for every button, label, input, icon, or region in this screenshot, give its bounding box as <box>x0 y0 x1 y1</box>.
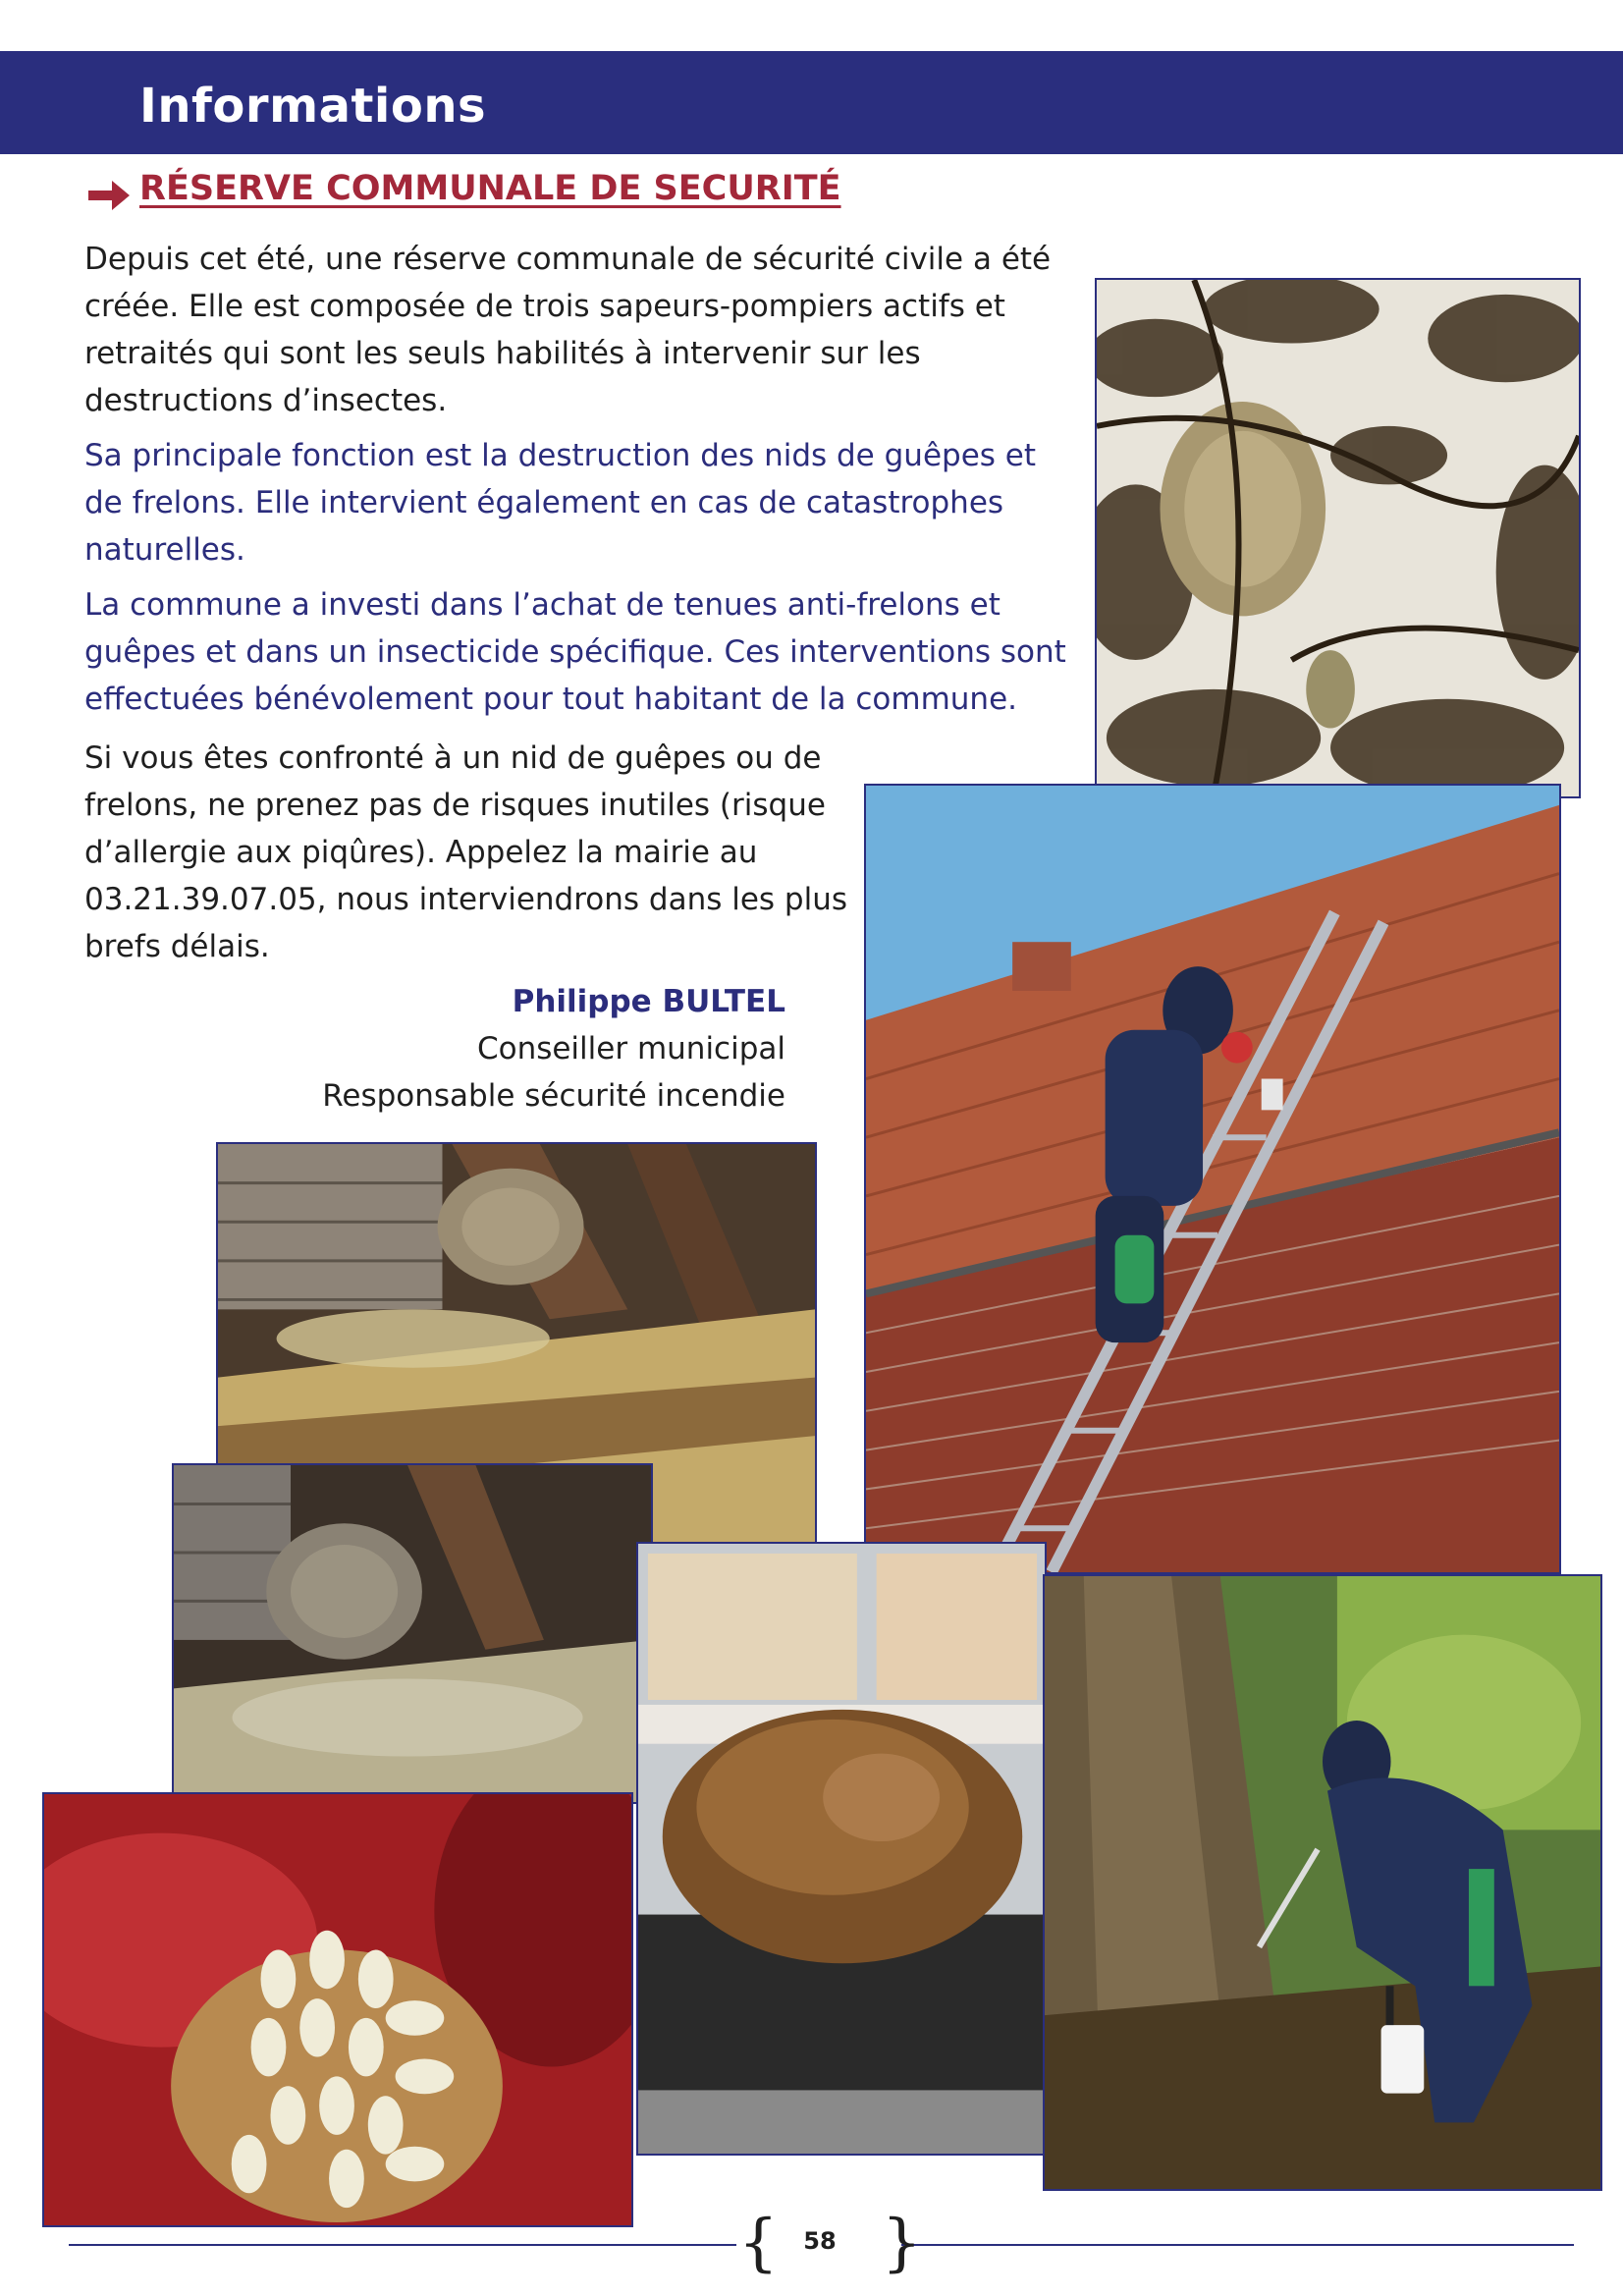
arrow-right-icon <box>86 177 132 214</box>
signature-role-secondary: Responsable sécurité incendie <box>322 1078 785 1114</box>
section-title: RÉSERVE COMMUNALE DE SECURITÉ <box>139 169 841 208</box>
paragraph-contact: Si vous êtes confronté à un nid de guêpes ou de frelons, ne prenez pas de risques inutiles (risque d’allergie aux piqûres). Appelez la mairie au 03.21.39.07.05, nous interviendrons dans les plus brefs délais. <box>84 740 847 964</box>
footer-rule-right <box>901 2244 1574 2246</box>
photo-nest-in-tree <box>1095 278 1581 798</box>
photo-nest-on-table <box>636 1542 1047 2156</box>
photo-attic-nest-closeup <box>172 1463 653 1804</box>
signature-name: Philippe BULTEL <box>512 984 785 1019</box>
paragraph-investment: La commune a investi dans l’achat de tenues anti-frelons et guêpes et dans un insecticide spécifique. Ces interventions sont effectuées bénévolement pour tout habitant de la commune. <box>84 587 1066 717</box>
photo-forest-intervention <box>1043 1574 1602 2191</box>
photo-ladder-intervention <box>864 784 1561 1574</box>
paragraph-function: Sa principale fonction est la destruction des nids de guêpes et de frelons. Elle intervient également en cas de catastrophes naturelles. <box>84 438 1036 568</box>
page-title: Informations <box>139 79 487 134</box>
page-number: 58 <box>803 2227 837 2255</box>
signature-role: Conseiller municipal <box>476 1031 785 1066</box>
footer-rule-left <box>69 2244 736 2246</box>
footer-brace-right: } <box>882 2207 922 2279</box>
photo-larvae <box>42 1792 633 2227</box>
paragraph-intro: Depuis cet été, une réserve communale de sécurité civile a été créée. Elle est composée de trois sapeurs-pompiers actifs et retraités qui sont les seuls habilités à intervenir sur les destructions d’insectes. <box>84 242 1052 418</box>
footer-brace-left: { <box>738 2207 779 2279</box>
